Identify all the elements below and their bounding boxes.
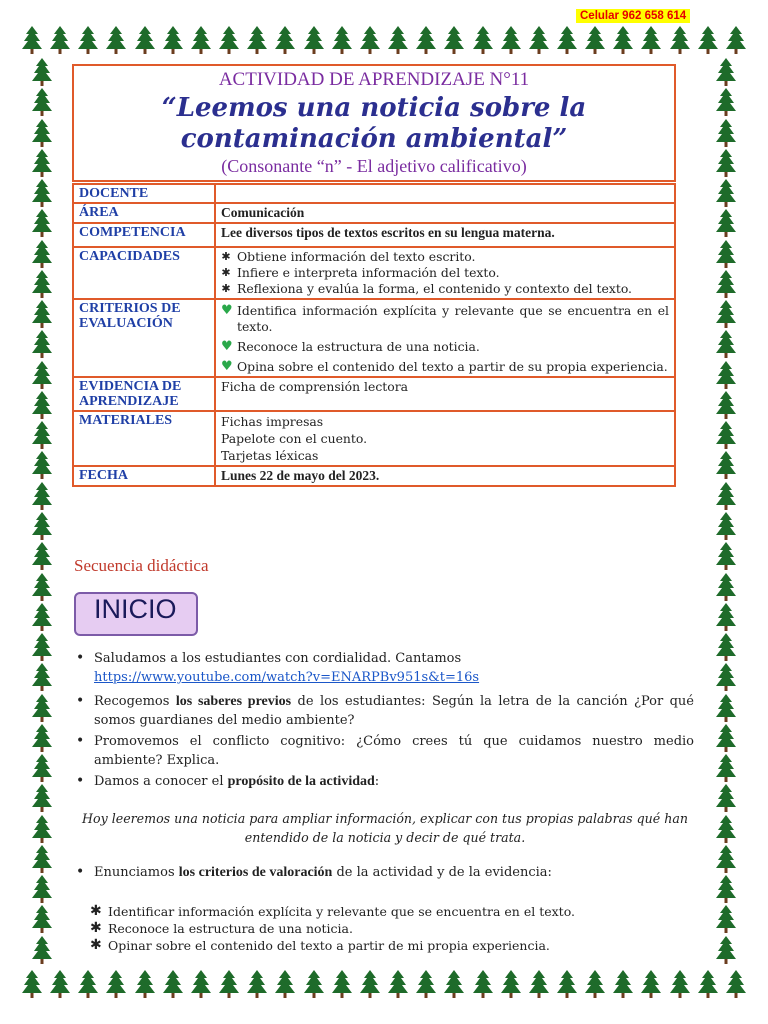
pine-tree-icon bbox=[32, 694, 52, 722]
pine-tree-icon bbox=[32, 875, 52, 903]
list-item: • Damos a conocer el propósito de la actividad: bbox=[76, 773, 380, 789]
pine-tree-icon bbox=[726, 26, 746, 54]
pine-tree-icon bbox=[641, 26, 661, 54]
criterios-label: CRITERIOS DE EVALUACIÓN bbox=[73, 299, 215, 377]
song-link[interactable]: https://www.youtube.com/watch?v=ENARPBv951s&t=16s bbox=[94, 670, 480, 685]
list-item: ✱ Identificar información explícita y relevante que se encuentra en el texto. bbox=[90, 903, 575, 919]
pine-tree-icon bbox=[716, 451, 736, 479]
pine-tree-icon bbox=[32, 542, 52, 570]
pine-tree-icon bbox=[716, 361, 736, 389]
pine-tree-icon bbox=[501, 970, 521, 998]
pine-tree-icon bbox=[304, 970, 324, 998]
pine-tree-icon bbox=[247, 26, 267, 54]
pine-tree-icon bbox=[275, 26, 295, 54]
pine-tree-icon bbox=[32, 361, 52, 389]
pine-tree-icon bbox=[716, 845, 736, 873]
pine-tree-icon bbox=[716, 58, 736, 86]
pine-tree-icon bbox=[585, 26, 605, 54]
pine-tree-icon bbox=[726, 970, 746, 998]
pine-tree-icon bbox=[416, 970, 436, 998]
pine-tree-icon bbox=[163, 26, 183, 54]
bullet-icon: • bbox=[76, 693, 85, 709]
sequence-heading: Secuencia didáctica bbox=[74, 556, 209, 575]
pine-tree-icon bbox=[332, 970, 352, 998]
pine-tree-icon bbox=[32, 603, 52, 631]
pine-tree-icon bbox=[32, 240, 52, 268]
pine-tree-icon bbox=[716, 270, 736, 298]
row-docente bbox=[73, 184, 675, 203]
pine-tree-icon bbox=[32, 754, 52, 782]
competencia-label: COMPETENCIA bbox=[73, 223, 215, 247]
pine-tree-icon bbox=[32, 512, 52, 540]
criteria-list bbox=[90, 903, 650, 954]
pine-tree-icon bbox=[716, 603, 736, 631]
pine-tree-icon bbox=[135, 970, 155, 998]
pine-tree-icon bbox=[716, 875, 736, 903]
pine-tree-icon bbox=[716, 542, 736, 570]
materiales-label: MATERIALES bbox=[73, 411, 215, 466]
pine-tree-icon bbox=[32, 633, 52, 661]
inicio-banner bbox=[70, 588, 202, 640]
pine-tree-icon bbox=[641, 970, 661, 998]
pine-tree-icon bbox=[716, 149, 736, 177]
pine-tree-icon bbox=[219, 970, 239, 998]
pine-tree-icon bbox=[32, 845, 52, 873]
area-label: ÁREA bbox=[73, 203, 215, 223]
pine-tree-icon bbox=[557, 26, 577, 54]
list-item: • Enunciamos los criterios de valoración de la actividad y de la evidencia: bbox=[76, 864, 552, 880]
row-fecha bbox=[73, 466, 675, 486]
pine-tree-icon bbox=[716, 119, 736, 147]
list-item: Fichas impresas bbox=[221, 414, 324, 429]
tree-border-top bbox=[22, 26, 746, 56]
pine-tree-icon bbox=[32, 300, 52, 328]
pine-tree-icon bbox=[716, 240, 736, 268]
docente-label: DOCENTE bbox=[73, 184, 215, 203]
pine-tree-icon bbox=[106, 26, 126, 54]
list-item: ♥ Opina sobre el contenido del texto a partir de su propia experiencia. bbox=[221, 359, 668, 374]
pine-tree-icon bbox=[106, 970, 126, 998]
pine-tree-icon bbox=[473, 26, 493, 54]
pine-tree-icon bbox=[332, 26, 352, 54]
pine-tree-icon bbox=[416, 26, 436, 54]
pine-tree-icon bbox=[557, 970, 577, 998]
phone-badge: Celular 962 658 614 bbox=[576, 9, 690, 23]
list-item: ✱ Reconoce la estructura de una noticia. bbox=[90, 920, 353, 936]
tree-border-right bbox=[716, 58, 740, 964]
pine-tree-icon bbox=[716, 905, 736, 933]
pine-tree-icon bbox=[163, 970, 183, 998]
bullet-icon: • bbox=[76, 773, 85, 789]
list-item: ✱ Obtiene información del texto escrito. bbox=[221, 249, 476, 264]
materiales-list bbox=[215, 411, 675, 466]
pine-tree-icon bbox=[698, 26, 718, 54]
tree-border-bottom bbox=[22, 970, 746, 1000]
pine-tree-icon bbox=[219, 26, 239, 54]
pine-tree-icon bbox=[32, 663, 52, 691]
row-materiales bbox=[73, 411, 675, 466]
purpose-text: Hoy leeremos una noticia para ampliar información, explicar con tus propias palabras qué han entendido de la noticia y decir de qué trata. bbox=[82, 811, 688, 845]
asterisk-icon: ✱ bbox=[90, 903, 102, 919]
pine-tree-icon bbox=[698, 970, 718, 998]
list-item: ♥ Reconoce la estructura de una noticia. bbox=[221, 339, 480, 354]
pine-tree-icon bbox=[716, 694, 736, 722]
bullet-icon: • bbox=[76, 864, 85, 880]
pine-tree-icon bbox=[275, 970, 295, 998]
pine-tree-icon bbox=[716, 482, 736, 510]
pine-tree-icon bbox=[388, 970, 408, 998]
pine-tree-icon bbox=[716, 633, 736, 661]
pine-tree-icon bbox=[32, 58, 52, 86]
pine-tree-icon bbox=[32, 119, 52, 147]
pine-tree-icon bbox=[135, 26, 155, 54]
pine-tree-icon bbox=[32, 936, 52, 964]
row-competencia bbox=[73, 223, 675, 247]
pine-tree-icon bbox=[32, 815, 52, 843]
list-item: • Saludamos a los estudiantes con cordialidad. Cantamos https://www.youtube.com/watch?v=ENARPBv951s&t=16s bbox=[76, 650, 480, 685]
pine-tree-icon bbox=[360, 970, 380, 998]
pine-tree-icon bbox=[22, 970, 42, 998]
pine-tree-icon bbox=[360, 26, 380, 54]
pine-tree-icon bbox=[444, 26, 464, 54]
pine-tree-icon bbox=[32, 209, 52, 237]
list-item: ✱ Opinar sobre el contenido del texto a partir de mi propia experiencia. bbox=[90, 937, 550, 953]
pine-tree-icon bbox=[304, 26, 324, 54]
inicio-label: INICIO bbox=[94, 594, 177, 624]
pine-tree-icon bbox=[32, 391, 52, 419]
row-criterios bbox=[73, 299, 675, 377]
pine-tree-icon bbox=[32, 482, 52, 510]
activity-subtitle: (Consonante “n” - El adjetivo calificativo) bbox=[221, 156, 527, 176]
list-item: • Promovemos el conflicto cognitivo: ¿Cómo crees tú que cuidamos nuestro medio ambiente? Explica. bbox=[76, 733, 694, 768]
pine-tree-icon bbox=[191, 970, 211, 998]
pine-tree-icon bbox=[50, 26, 70, 54]
pine-tree-icon bbox=[529, 26, 549, 54]
pine-tree-icon bbox=[32, 724, 52, 752]
heart-icon: ♥ bbox=[221, 303, 233, 318]
pine-tree-icon bbox=[716, 421, 736, 449]
title-box bbox=[72, 64, 676, 182]
pine-tree-icon bbox=[32, 573, 52, 601]
list-item: ✱ Reflexiona y evalúa la forma, el contenido y contexto del texto. bbox=[221, 281, 632, 296]
pine-tree-icon bbox=[585, 970, 605, 998]
pine-tree-icon bbox=[716, 330, 736, 358]
fecha-label: FECHA bbox=[73, 466, 215, 486]
asterisk-icon: ✱ bbox=[221, 282, 231, 295]
competencia-value: Lee diversos tipos de textos escritos en su lengua materna. bbox=[215, 223, 675, 247]
pine-tree-icon bbox=[32, 149, 52, 177]
pine-tree-icon bbox=[32, 270, 52, 298]
pine-tree-icon bbox=[670, 26, 690, 54]
row-capacidades bbox=[73, 247, 675, 299]
asterisk-icon: ✱ bbox=[90, 920, 102, 936]
pine-tree-icon bbox=[716, 724, 736, 752]
capacidades-list bbox=[215, 247, 675, 299]
pine-tree-icon bbox=[501, 26, 521, 54]
asterisk-icon: ✱ bbox=[90, 937, 102, 953]
info-table bbox=[72, 183, 676, 487]
heart-icon: ♥ bbox=[221, 339, 233, 354]
criterios-list bbox=[215, 299, 675, 377]
pine-tree-icon bbox=[613, 26, 633, 54]
row-evidencia bbox=[73, 377, 675, 411]
pine-tree-icon bbox=[716, 784, 736, 812]
pine-tree-icon bbox=[32, 451, 52, 479]
pine-tree-icon bbox=[247, 970, 267, 998]
pine-tree-icon bbox=[78, 970, 98, 998]
capacidades-label: CAPACIDADES bbox=[73, 247, 215, 299]
pine-tree-icon bbox=[32, 88, 52, 116]
pine-tree-icon bbox=[716, 663, 736, 691]
fecha-value: Lunes 22 de mayo del 2023. bbox=[215, 466, 675, 486]
pine-tree-icon bbox=[716, 754, 736, 782]
pine-tree-icon bbox=[32, 179, 52, 207]
pine-tree-icon bbox=[32, 784, 52, 812]
heart-icon: ♥ bbox=[221, 359, 233, 374]
bullet-icon: • bbox=[76, 733, 85, 749]
list-item: ♥ Identifica información explícita y relevante que se encuentra en el texto. bbox=[221, 303, 669, 334]
pine-tree-icon bbox=[78, 26, 98, 54]
activity-title: “Leemos una noticia sobre la contaminación ambiental” bbox=[161, 93, 587, 154]
row-area bbox=[73, 203, 675, 223]
pine-tree-icon bbox=[716, 88, 736, 116]
asterisk-icon: ✱ bbox=[221, 266, 231, 279]
pine-tree-icon bbox=[716, 209, 736, 237]
evidencia-value: Ficha de comprensión lectora bbox=[215, 377, 675, 411]
pine-tree-icon bbox=[716, 512, 736, 540]
pine-tree-icon bbox=[716, 300, 736, 328]
pine-tree-icon bbox=[388, 26, 408, 54]
bullet-icon: • bbox=[76, 650, 85, 666]
pine-tree-icon bbox=[32, 905, 52, 933]
pine-tree-icon bbox=[191, 26, 211, 54]
docente-value bbox=[215, 184, 675, 203]
list-item: Papelote con el cuento. bbox=[221, 431, 368, 446]
pine-tree-icon bbox=[716, 179, 736, 207]
list-item: Tarjetas léxicas bbox=[221, 448, 319, 463]
pine-tree-icon bbox=[444, 970, 464, 998]
tree-border-left bbox=[32, 58, 56, 964]
area-value: Comunicación bbox=[215, 203, 675, 223]
pine-tree-icon bbox=[716, 391, 736, 419]
pine-tree-icon bbox=[716, 936, 736, 964]
activity-heading: ACTIVIDAD DE APRENDIZAJE N°11 bbox=[218, 69, 530, 90]
list-item: ✱ Infiere e interpreta información del texto. bbox=[221, 265, 500, 280]
pine-tree-icon bbox=[32, 330, 52, 358]
pine-tree-icon bbox=[50, 970, 70, 998]
pine-tree-icon bbox=[32, 421, 52, 449]
list-item: • Recogemos los saberes previos de los estudiantes: Según la letra de la canción ¿Por qué somos guardianes del medio ambiente? bbox=[76, 693, 694, 728]
pine-tree-icon bbox=[22, 26, 42, 54]
pine-tree-icon bbox=[473, 970, 493, 998]
pine-tree-icon bbox=[716, 815, 736, 843]
pine-tree-icon bbox=[670, 970, 690, 998]
evidencia-label: EVIDENCIA DE APRENDIZAJE bbox=[73, 377, 215, 411]
sequence-list bbox=[76, 649, 694, 884]
pine-tree-icon bbox=[613, 970, 633, 998]
asterisk-icon: ✱ bbox=[221, 250, 231, 263]
pine-tree-icon bbox=[716, 573, 736, 601]
pine-tree-icon bbox=[529, 970, 549, 998]
